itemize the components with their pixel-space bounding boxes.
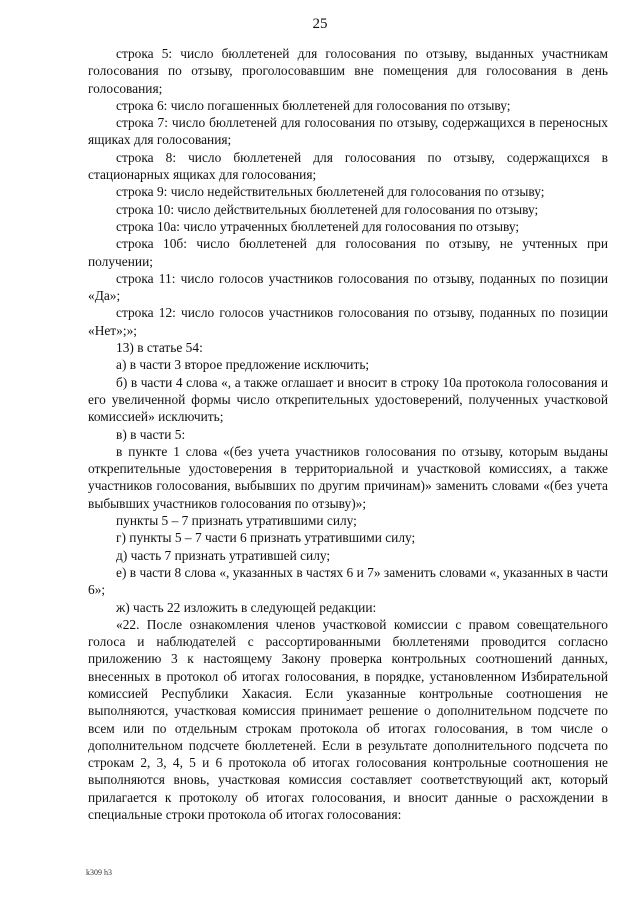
paragraph-line-5: строка 5: число бюллетеней для голосования по отзыву, выданных участникам голосования по отзыву, проголосовавшим вне помещения для голосования в день голосования; [88,46,608,96]
footer-document-code: k309 h3 [86,868,112,877]
paragraph-points-5-7: пункты 5 – 7 признать утратившими силу; [116,513,357,529]
paragraph-subitem-b: б) в части 4 слова «, а также оглашает и вносит в строку 10а протокола голосования и его увеличенной формы число открепительных удостоверений, полученных участковой комиссией» исключить; [88,374,608,425]
paragraph-line-9: строка 9: число недействительных бюллетеней для голосования по отзыву; [116,184,545,200]
paragraph-line-11: строка 11: число голосов участников голосования по отзыву, поданных по позиции «Да»; [88,270,608,304]
paragraph-line-10b: строка 10б: число бюллетеней для голосования по отзыву, не учтенных при получении; [88,236,608,269]
paragraph-line-12: строка 12: число голосов участников голосования по отзыву, поданных по позиции «Нет»;»; [88,305,608,338]
paragraph-line-8: строка 8: число бюллетеней для голосования по отзыву, содержащихся в стационарных ящиках для голосования; [88,149,608,183]
paragraph-point-1: в пункте 1 слова «(без учета участников голосования по отзыву, которым выданы открепительные удостоверения в территориальной и участковой комиссиях, а также участников голосования, выбывших по другим причинам)» заменить словами «(без учета выбывших участников голосования по отзыву)»; [88,443,608,511]
paragraph-subitem-v: в) в части 5: [116,426,186,442]
paragraph-part-22: «22. После ознакомления членов участковой комиссии с правом совещательного голоса и наблюдателей с рассортированными бюллетенями проводится согласно приложению 3 к настоящему Закону проверка контрольных соотношений данных, внесенных в протокол об итогах голосования, в порядке, установленном Избирательной комиссией Республики Хакасия. Если указанные контрольные соотношения не выполняются, участковая комиссия принимает решение о дополнительном подсчете по всем или по отдельным строкам протокола об итогах голосования, в том числе о дополнительном подсчете бюллетеней. Если в результате дополнительного подсчета по строкам 2, 3, 4, 5 и 6 протокола об итогах голосования контрольные соотношения не выполняются вновь, участковая комиссия составляет соответствующий акт, который прилагается к протоколу об итогах голосования, и вносит данные о расхождении в специальные строки протокола об итогах голосования: [88,616,608,823]
paragraph-subitem-e: е) в части 8 слова «, указанных в частях 6 и 7» заменить словами «, указанных в части 6»; [88,564,608,598]
paragraph-line-6: строка 6: число погашенных бюллетеней для голосования по отзыву; [116,97,511,113]
paragraph-item-13: 13) в статье 54: [116,340,203,356]
paragraph-line-10a: строка 10а: число утраченных бюллетеней для голосования по отзыву; [116,218,520,234]
paragraph-subitem-g: г) пункты 5 – 7 части 6 признать утратившими силу; [116,530,416,546]
paragraph-subitem-zh: ж) часть 22 изложить в следующей редакции: [116,599,377,615]
paragraph-line-10: строка 10: число действительных бюллетеней для голосования по отзыву; [116,201,539,217]
page-number: 25 [312,16,328,32]
document-body [88,45,608,823]
paragraph-subitem-a: а) в части 3 второе предложение исключить; [116,357,370,373]
paragraph-subitem-d: д) часть 7 признать утратившей силу; [116,547,331,563]
paragraph-line-7: строка 7: число бюллетеней для голосования по отзыву, содержащихся в переносных ящиках для голосования; [88,115,608,148]
